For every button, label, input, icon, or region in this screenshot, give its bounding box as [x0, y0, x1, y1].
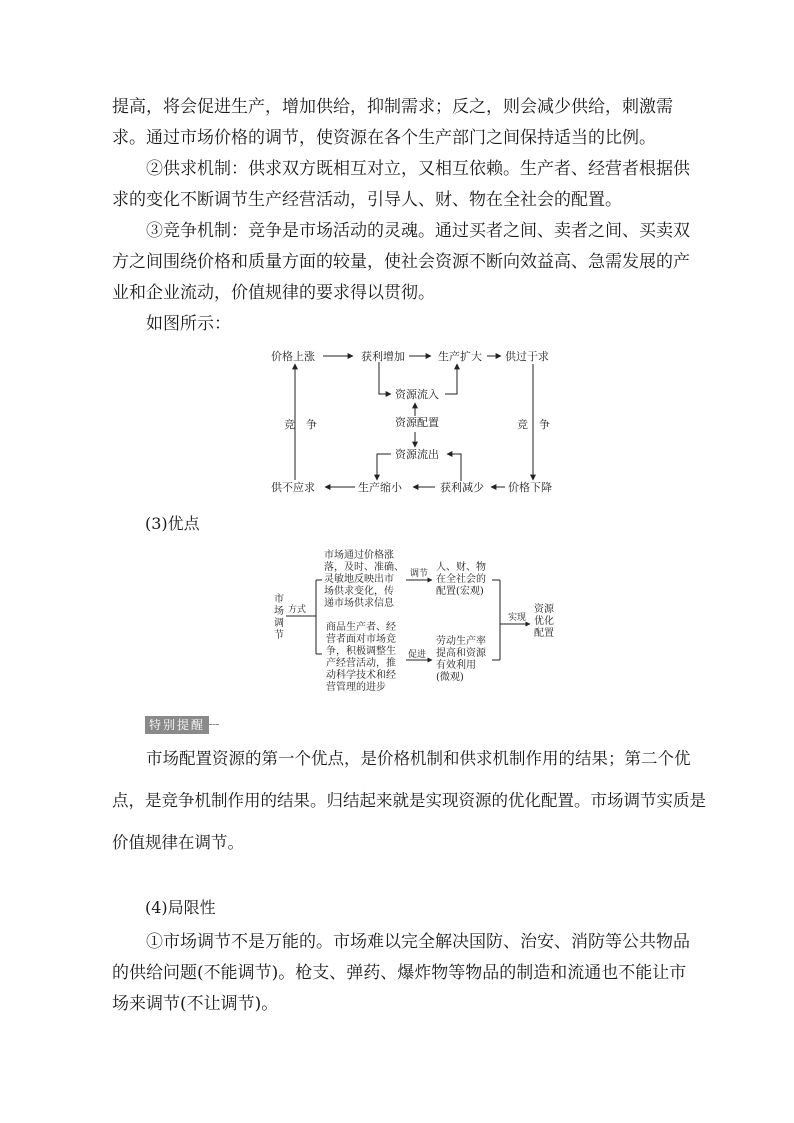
realize-label: 实现 [508, 613, 527, 623]
resource-allocation-label: 资源配置 [395, 416, 439, 429]
upper-text-line-4: 场供求变化，传 [324, 586, 394, 597]
paragraph-supply-demand-mechanism: ②供求机制：供求双方既相互对立，又相互依赖。生产者、经营者根据供求的变化不断调节生产经营活动，引导人、财、物在全社会的配置。 [112, 159, 690, 210]
promote-label: 促进 [408, 650, 427, 660]
resource-outflow-label: 资源流出 [395, 448, 439, 461]
price-down-label: 价格下降 [508, 481, 552, 494]
upper-text-line-3: 灵敏地反映出市 [324, 574, 394, 585]
upper-text-line-2: 落，及时、准确、 [324, 562, 404, 573]
competition-right-label: 竞 争 [517, 418, 550, 431]
micro-text-line-2: 提高和资源 [436, 648, 486, 659]
lower-text-line-6: 营管理的进步 [326, 682, 386, 693]
micro-text-line-4: (微观) [436, 672, 464, 683]
upper-text-line-1: 市场通过价格涨 [324, 550, 394, 561]
lower-text-line-5: 动科学技术和经 [326, 670, 396, 681]
special-reminder-badge: 特别提醒 [145, 716, 209, 734]
profit-down-label: 获利减少 [440, 481, 484, 494]
production-shrink-label: 生产缩小 [358, 481, 402, 494]
upper-text-line-5: 递市场供求信息 [324, 598, 394, 609]
paragraph-as-shown: 如图所示： [146, 314, 231, 334]
method-label: 方式 [288, 605, 307, 615]
micro-text-line-3: 有效利用 [436, 660, 476, 671]
section-advantages-title: (3)优点 [145, 514, 200, 533]
paragraph-competition-mechanism: ③竞争机制：竞争是市场活动的灵魂。通过买者之间、卖者之间、买卖双方之间围绕价格和质量方面的较量，使社会资源不断向效益高、急需发展的产业和企业流动，价值规律的要求得以贯彻。 [112, 221, 690, 303]
competition-left-label: 竞 争 [284, 418, 317, 431]
optimize-line-1: 资源 [534, 604, 554, 615]
macro-text-line-3: 配置(宏观) [436, 586, 484, 597]
market-regulation-char-4: 节 [274, 630, 284, 641]
price-up-label: 价格上涨 [271, 350, 315, 363]
paragraph-limitations-1: ①市场调节不是万能的。市场难以完全解决国防、治安、消防等公共物品的供给问题(不能调节)。枪支、弹药、爆炸物等物品的制造和流通也不能让市场来调节(不让调节)。 [112, 932, 690, 1014]
lower-text-line-3: 争，积极调整生 [326, 646, 396, 657]
paragraph-price-mechanism: 提高，将会促进生产，增加供给，抑制需求；反之，则会减少供给，刺激需求。通过市场价格的调节，使资源在各个生产部门之间保持适当的比例。 [112, 97, 673, 148]
resource-inflow-label: 资源流入 [395, 388, 439, 401]
market-regulation-advantages-diagram [268, 544, 568, 696]
supply-short-label: 供不应求 [271, 481, 315, 494]
optimize-line-2: 优化 [534, 616, 554, 627]
lower-text-line-1: 商品生产者、经 [326, 622, 396, 633]
market-regulation-char-1: 市 [274, 594, 284, 605]
resource-allocation-cycle-diagram [255, 342, 565, 502]
lower-text-line-2: 营者面对市场竞 [326, 634, 396, 645]
profit-up-label: 获利增加 [361, 350, 405, 363]
section-limitations-title: (4)局限性 [145, 898, 216, 917]
special-reminder-text: 市场配置资源的第一个优点，是价格机制和供求机制作用的结果；第二个优点，是竞争机制作用的结果。归结起来就是实现资源的优化配置。市场调节实质是价值规律在调节。 [112, 749, 706, 852]
macro-text-line-1: 人、财、物 [436, 562, 486, 573]
regulate-label: 调节 [410, 569, 429, 579]
market-regulation-char-2: 场 [274, 606, 284, 617]
production-expand-label: 生产扩大 [438, 350, 482, 363]
supply-exceeds-label: 供过于求 [505, 350, 549, 363]
macro-text-line-2: 在全社会的 [436, 574, 486, 585]
market-regulation-char-3: 调 [274, 618, 284, 629]
lower-text-line-4: 产经营活动，推 [326, 658, 396, 669]
micro-text-line-1: 劳动生产率 [436, 636, 486, 647]
optimize-line-3: 配置 [534, 628, 554, 639]
